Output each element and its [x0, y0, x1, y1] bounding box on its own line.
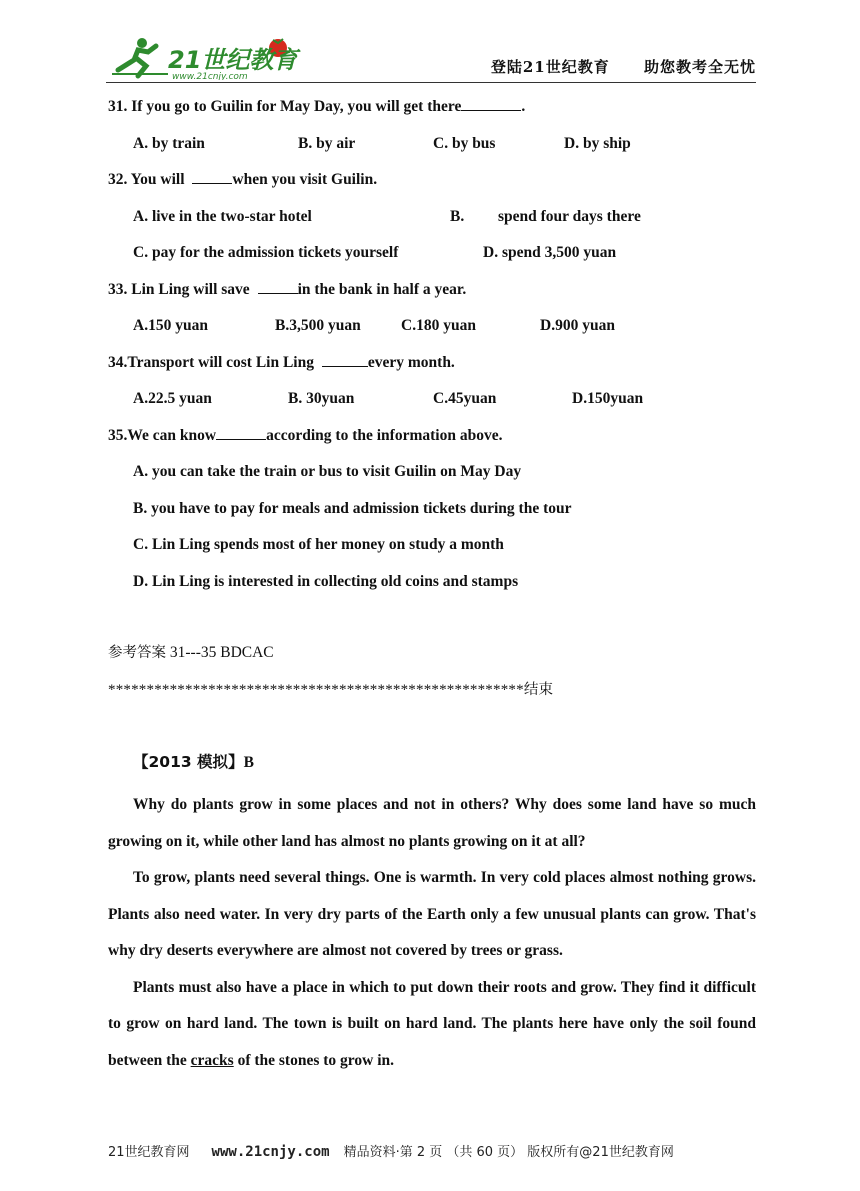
question-list — [108, 96, 756, 607]
question-35: 35.We can know according to the information above. — [108, 426, 503, 444]
separator-stars: ****************************************************** — [108, 682, 524, 698]
reading-passage — [108, 787, 756, 1079]
end-separator — [108, 678, 553, 699]
logo-url: www.21cnjy.com — [172, 72, 248, 80]
option-b: B.3,500 yuan — [275, 317, 361, 334]
separator-end-label: 结束 — [523, 682, 554, 698]
option-a: A. you can take the train or bus to visit Guilin on May Day — [133, 463, 522, 480]
page-header — [108, 34, 756, 82]
passage-paragraph-1: Why do plants grow in some places and not in others? Why does some land have so much growing on it, while other land has almost no plants growing on it at all? — [108, 796, 756, 850]
option-d: D. by ship — [564, 134, 631, 152]
answer-blank — [216, 425, 266, 440]
question-33: 33. Lin Ling will save in the bank in half a year. — [108, 280, 467, 298]
question-32-options-row1 — [108, 206, 756, 243]
logo-text: 21世纪教育 — [168, 46, 298, 74]
runner-icon — [112, 38, 168, 76]
answer-blank — [258, 279, 298, 294]
question-31-options — [108, 133, 756, 170]
underlined-word: cracks — [190, 1051, 234, 1069]
answer-blank — [461, 96, 521, 111]
option-c: C.180 yuan — [401, 317, 476, 334]
question-31: 31. If you go to Guilin for May Day, you will get there . — [108, 98, 526, 115]
option-a: A.150 yuan — [133, 317, 208, 334]
header-divider — [106, 82, 756, 83]
option-b: spend four days there — [498, 207, 641, 225]
logo-21cnjy — [108, 34, 308, 80]
option-b: B. you have to pay for meals and admission tickets during the tour — [133, 499, 572, 517]
option-c: C. Lin Ling spends most of her money on study a month — [133, 536, 504, 553]
option-c: C.45yuan — [433, 390, 497, 407]
footer-url[interactable]: www.21cnjy.com — [211, 1144, 330, 1160]
option-a: A.22.5 yuan — [133, 390, 212, 407]
answer-key-label: 参考答案 — [108, 645, 166, 661]
answer-blank — [192, 169, 232, 184]
question-34: 34.Transport will cost Lin Ling every month. — [108, 353, 455, 371]
passage-paragraph-3: Plants must also have a place in which to put down their roots and grow. They find it difficult to grow on hard land. The town is built on hard land. The plants here have only the soil found between the cracks of the stones to grow in. — [108, 978, 756, 1069]
section-letter: B — [243, 754, 254, 771]
footer-info: 精品资料·第 2 页 （共 60 页） 版权所有@21世纪教育网 — [343, 1145, 674, 1160]
option-b: B. 30yuan — [288, 390, 355, 407]
slogan-right: 助您教考全无忧 — [643, 58, 756, 76]
section-heading: 【2013 模拟】B — [133, 753, 254, 771]
option-b: B. by air — [298, 134, 356, 152]
question-32: 32. You will when you visit Guilin. — [108, 171, 378, 188]
option-d: D. spend 3,500 yuan — [483, 244, 617, 261]
answer-key — [108, 641, 274, 662]
option-c: C. by bus — [433, 134, 496, 152]
page-footer — [108, 1141, 674, 1160]
footer-site: 21世纪教育网 — [108, 1145, 190, 1160]
option-b-letter: B. — [450, 207, 465, 225]
header-slogan — [463, 56, 756, 77]
passage-paragraph-2: To grow, plants need several things. One is warmth. In very cold places almost nothing grows. Plants also need water. In very dry parts of the Earth only a few unusual plants can grow. That's why dry deserts everywhere are almost not covered by trees or grass. — [108, 869, 756, 959]
question-33-options — [108, 315, 756, 352]
option-a: A. live in the two-star hotel — [133, 207, 312, 225]
option-d: D.900 yuan — [540, 317, 615, 334]
answer-key-value: 31---35 BDCAC — [166, 644, 274, 661]
question-32-options-row2 — [108, 242, 756, 279]
option-d: D.150yuan — [572, 390, 644, 407]
answer-blank — [322, 352, 368, 367]
option-d: D. Lin Ling is interested in collecting old coins and stamps — [133, 572, 519, 590]
option-a: A. by train — [133, 134, 205, 152]
question-34-options — [108, 388, 756, 425]
slogan-left: 登陆21世纪教育 — [490, 58, 610, 76]
section-label: 2013 模拟 — [148, 753, 229, 771]
option-c: C. pay for the admission tickets yourself — [133, 244, 399, 261]
